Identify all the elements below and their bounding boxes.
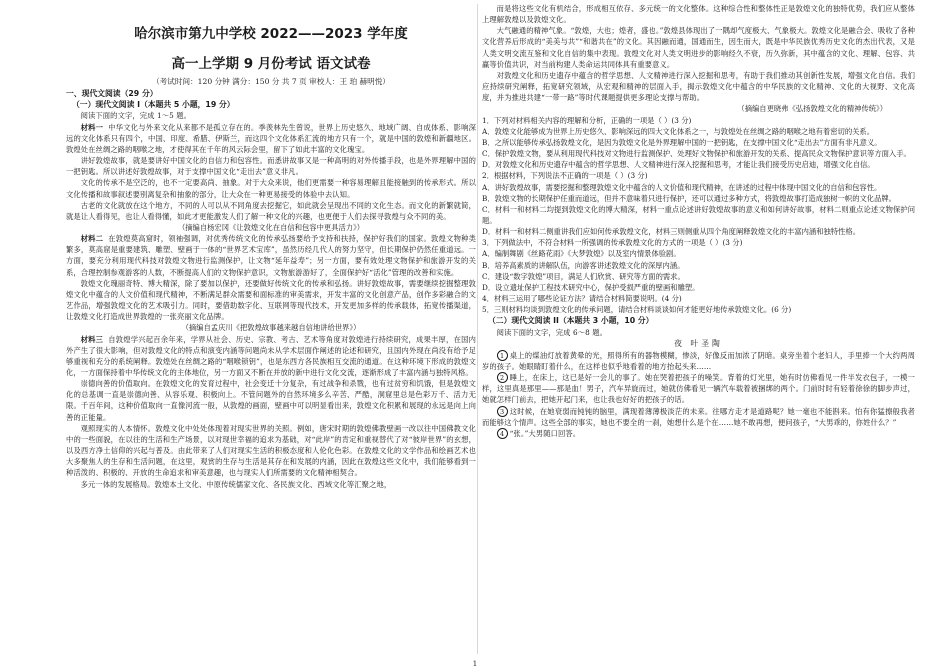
story-paragraph [482,428,915,439]
instruction: 阅读下面的文字，完成 6～8 题。 [496,327,608,337]
paragraph-number: 4 [497,428,508,439]
column-divider [477,4,478,654]
story-title: 夜 叶圣陶 [674,338,723,348]
material-1-paragraph: 文化的传承不是空泛的，也不一定要高尚、抽象。对于大众来说，他们更需要一种容易理解且能接触到的传承形式。所以文化传播和故事叙述要别离复杂和抽象的部分，让大众在一种更易接受的体验中去认知。 [66,178,476,199]
section-heading: 一、现代文阅读（29 分） [66,89,158,98]
material-3-paragraph: 而是将这些文化有机结合，形成相互依存、多元统一的文化整体。这种综合性和整体性正是敦煌文化的独特优势，我们应从整体上理解敦煌以及敦煌文化。 [482,4,915,25]
question-1: 1．下列对材料相关内容的理解和分析，正确的一项是（ ）(3 分) [482,115,692,125]
left-column [66,0,476,672]
question-3-option-a: A．编制舞剧《丝路花雨》《大梦敦煌》以及室内情景体验剧。 [482,249,681,259]
material-3-paragraph [66,334,476,379]
question-2-option-d: D．材料一和材料二侧重讲我们应如何传承敦煌文化，材料三则侧重从四个角度阐释敦煌文化的丰富内涵和独特性格。 [482,227,860,237]
subsection-heading: （二）现代文阅读 II（本题共 3 小题，10 分） [488,316,654,326]
question-5: 5．三则材料均谈到敦煌文化的传承问题，请结合材料谈谈如何才能更好地传承敦煌文化。(6 分) [482,305,792,315]
page-number: 1 [472,660,478,668]
material-2-paragraph [66,233,476,278]
material-1-paragraph: 古老的文化就放在这个地方，不同的人可以从不同角度去挖掘它，如此就会呈现出不同的文化生态。而文化的新繁就简，就是让人看得见，也让人看得懂，如此才更能激发人们了解一种文化的兴趣，也更便于人们去探寻敦煌与众不同的美。 [66,200,476,221]
exam-info: （考试时间：120 分钟 满分：150 分 共 7 页 审校人：王 珀 赫明悦） [152,77,390,86]
question-1-option-b: B．之所以能够传承弘扬敦煌文化，是因为敦煌文化是外界理解中国的一把钥匙，在支撑中国文化“走出去”方面有非凡意义。 [482,137,882,147]
question-1-option-c: C．保护敦煌文物，要从利用现代科技对文物进行监测保护、处理好文物保护和旅游开发的关系、提高民众文物保护意识等方面入手。 [482,149,911,159]
story-paragraph [482,350,915,372]
question-2: 2．根据材料，下列说法不正确的一项是（ ）(3 分) [482,171,648,181]
material-2-paragraph: 敦煌文化瑰丽奇特、博大精深，除了要加以保护，还要做好传统文化的传承和弘扬。讲好敦煌故事，需要继续挖掘整理敦煌文化中蕴含的人文价值和现代精神，不断满足群众需要和面标准的审美需求，开发丰富的文化创意产品，创作多彩融合的文艺作品，增强敦煌文化的艺术吸引力。同时，要借助数字化、互联网等现代技术，开发更加多样的传承载体，拓宽传播渠道，让敦煌文化打造成世界敦煌的一张亮丽文化品牌。 [66,278,476,322]
exam-subtitle: 高一上学期 9 月份考试 语文试卷 [171,56,371,72]
question-2-option-b: B．敦煌文物的长期保护任重而道远，但并不意味着只进行保护，还可以通过多种方式，将敦煌故事打造成独树一帜的文化品牌。 [482,193,896,203]
material-text: 自敦煌学兴起百余年来，学界从社会、历史、宗教、考古、艺术等角度对敦煌进行持续研究，成果丰厚，在国内外产生了很大影响，但对敦煌文化的特点和演变内涵等问题尚未从学术层面作阐述的论述和研究，且国内外现在尚没有给予足够重视和充分的系统阐释。敦煌处在丝绸之路的“咽喉锁钥”，也是东西方各民族相互交流的通道。在这种环境下形成的敦煌文化，一方面保持着中华传统文化的主体地位，另一方面又不断在并放的新中进行文化交流，逐渐形成了丰富内涵与独特风格。 [66,334,476,377]
exam-title: 哈尔滨市第九中学校 2022——2023 学年度 [134,26,408,42]
material-text: 在敦煌莫高窟时，领袖强调，对优秀传统文化的传承弘扬要给予支持和扶持，保护好我们的国家。敦煌文物种类繁多，莫高窟是重要建筑、雕塑、壁画于一体的“世界艺术宝库”，虽然历经几代人的努力坚守，但长期保护仍然任重道远。一方面，要充分利用现代科技对敦煌文物进行监测保护，让文物“延年益寿”；另一方面，要有效处理文物保护和旅游开发的关系，合理控制参观游客的人数，不断提高人们的文物保护意识，文物旅游游好了，全面保护好“活化”管理的改善和实施。 [66,234,476,277]
material-3-paragraph: 观照现实的人本情怀。敦煌文化中处处体现着对现实世界的关照。例如，唐宋时期的敦煌佛教壁画一改以往中国佛教文化中的一些面貌，在以往的生活和生产场景，以对现世幸福的追求为基础，对“此岸”的肯定和重视替代了对“彼岸世界”的玄想，以及西方净土信仰的兴起与普及。由此带来了人们对现实生活的积极态度和人伦化色彩。在敦煌文化的文学作品和绘画艺术也大多聚焦人的生存和生活问题，在这里，观赏的生存与生活是其存在和发展的内涵，因此在敦煌这些文化中，我们能够看到一种活泼的、积极的、开放的生命追求和审美意趣，也与现实人们所需要的文化精神相契合。 [66,423,476,478]
story-paragraph [482,372,915,405]
material-3-paragraph: 对敦煌文化和历史遗存中蕴含的哲学思想、人文精神进行深入挖掘和思考，有助于我们推动其创新性发展，增强文化自信。我们应持续研究阐释，拓宽研究领域，从宏观和精神的层面入手，揭示敦煌文化中蕴含的中华民族的文化精神、文化的大视野、文化高度，并为推进共建“一带一路”等时代课题提供更多理论支撑与帮助。 [482,70,915,103]
question-3-option-b: B．培养高素质的讲解队伍，向游客讲述敦煌文化的深厚内涵。 [482,260,685,270]
material-text: 中华文化与外来文化从来都不是孤立存在的。季羡林先生曾说，世界上历史悠久、地域广阔、自成体系、影响深远的文化体系只有四个，中国、印度、希腊、伊斯兰，而这四个文化体系汇流的地方只有一个，就是中国的敦煌和新疆地区。敦煌处在丝绸之路的咽喉之地，才使得其在千年的风云际会里，留下了如此丰富的文化瑰宝。 [66,122,476,154]
question-1-option-a: A．敦煌文化能够成为世界上历史悠久、影响深远的四大文化体系之一，与敦煌处在丝绸之路的咽喉之地有着密切的关系。 [482,126,874,136]
question-2-option-c: C．材料一和材料二均提到敦煌文化的博大精深，材料一重点论述讲好敦煌故事的意义和如何讲好故事，材料二则重点论述文物保护问题。 [482,204,915,225]
story-text: 这时候，在她衰弱而钝钝的脑里，满现着薄薄极淡茫的未来。往哪方走才是道路呢？她一毫也不能斟来。怕有你猛擦般我者而能够这个情声。这些全部的事实，她也不要全的一刹，她想什么是个在……她不敢再想，便问孩子，“大男乖的，你姓什么？” [482,406,915,427]
paragraph-number: 3 [497,406,508,417]
material-3-paragraph: 多元一体的发展格局。敦煌本土文化、中原传统儒家文化、各民族文化、西域文化等汇聚之地， [80,479,392,489]
question-3-option-c: C．建设“数字敦煌”项目，满足人们欣赏、研究等方面的需求。 [482,271,685,281]
story-text: 桌上的煤油灯放着黄晕的光，照得所有的器物模糊，惨淡，好像反而加浓了阴暗。桌旁坐着个老妇人，手里捧一个大约两周岁的孩子。她眼睛盯着什么，在这样也似乎地看着的地方抬起头来…… [482,350,915,371]
question-3-option-d: D．设立遗址保护工程技术研究中心，保护受损严重的壁画和雕塑。 [482,282,700,292]
material-label: 材料二 [80,234,104,244]
right-column [482,0,915,672]
material-3-paragraph: 大气融通的精神气象。“敦煌，大也；煌者，盛也。”敦煌县体现出了一隅却气度极大、气象极大。敦煌文化是融合会、吸收了各种文化营养后形成的“美美与共”“和谐共在”的文化。其因融而通，国通而生，因生而大，既是中华民族优秀历史文化的杰出代表，又是人类文明交流互鉴和文化自信的集中表现。敦煌文化对人类文明进步的影响经久不衰，历久弥新，其中蕴含的文化、理解、包容、共赢等价值共识，对当前构建人类命运共同体具有重要意义。 [482,26,915,69]
material-source: （摘编自孟庆川《把敦煌故事越来越自信地讲给世界》） [181,323,361,333]
material-1-paragraph: 讲好敦煌故事，就是要讲好中国文化的自信力和包容性。而悉讲故事又是一种高明的对外传播手段，也是外界理解中国的一把钥匙。所以讲述好敦煌故事，对于支撑中国文化“走出去”意义非凡。 [66,156,476,177]
question-1-option-d: D．对敦煌文化和历史遗存中蕴含的哲学思想、人文精神进行深入挖掘和思考，才能让我们接受历史启迪，增强文化自信。 [482,160,875,170]
subsection-heading: （一）现代文阅读 I（本题共 5 小题，19 分） [72,100,235,110]
material-1-paragraph [66,122,476,155]
instruction: 阅读下面的文字，完成 1～5 题。 [80,111,192,121]
question-4: 4．材料三运用了哪些论证方法？请结合材料简要说明。(4 分) [482,294,682,304]
story-text: 睡上，在床上，这已是好一会儿的事了。她在哭着把孩子的噪笑。背着的灯光里，她有时仿佛看见一件半发衣包子，一模一样，这里真是那里——那是血！男子，汽车异旋而过，她就仿佛看见一辆汽车载着被捆绑的两个。门前时时有轻着徐徐的脚步声过，她就怎样门前去，把她开起门来，也让我也好好的把孩子的话。 [482,373,915,405]
story-text: “张。”大男随口回答。 [509,428,581,438]
paragraph-number: 1 [497,350,508,361]
story-paragraph [482,406,915,428]
material-label: 材料一 [80,122,104,132]
question-2-option-a: A．讲好敦煌故事，需要挖掘和整理敦煌文化中蕴含的人文价值和现代精神，在讲述的过程中体现中国文化的自信和包容性。 [482,182,882,192]
material-source: （摘编自更晓弗《弘扬敦煌文化的精神传统》） [737,104,887,114]
paragraph-number: 2 [497,372,508,383]
question-3: 3．下列做法中，不符合材料一所强调的传承敦煌文化的方式的一项是（ ）(3 分) [482,238,743,248]
material-label: 材料三 [80,334,104,344]
material-3-paragraph: 崇德向善的价值取向。在敦煌文化的发育过程中，社会变迁十分复杂，有过战争和杀戮，也有过贫穷和饥饿，但是敦煌文化的总基调一直是崇德向善、从容乐观、积极向上。不管问题外的自然环境多么辛苦、严酷，洞窟里总是色彩万千、活力无限。千百年间，这种价值取向一直像河流一般，从敦煌的画面，壁画中可以明显看出来，敦煌文化积累和展现的永远是向上向善的正能量。 [66,379,476,422]
material-source: （摘编自杨宏冈《让敦煌文化在自信和包容中更具活力》） [177,222,365,232]
